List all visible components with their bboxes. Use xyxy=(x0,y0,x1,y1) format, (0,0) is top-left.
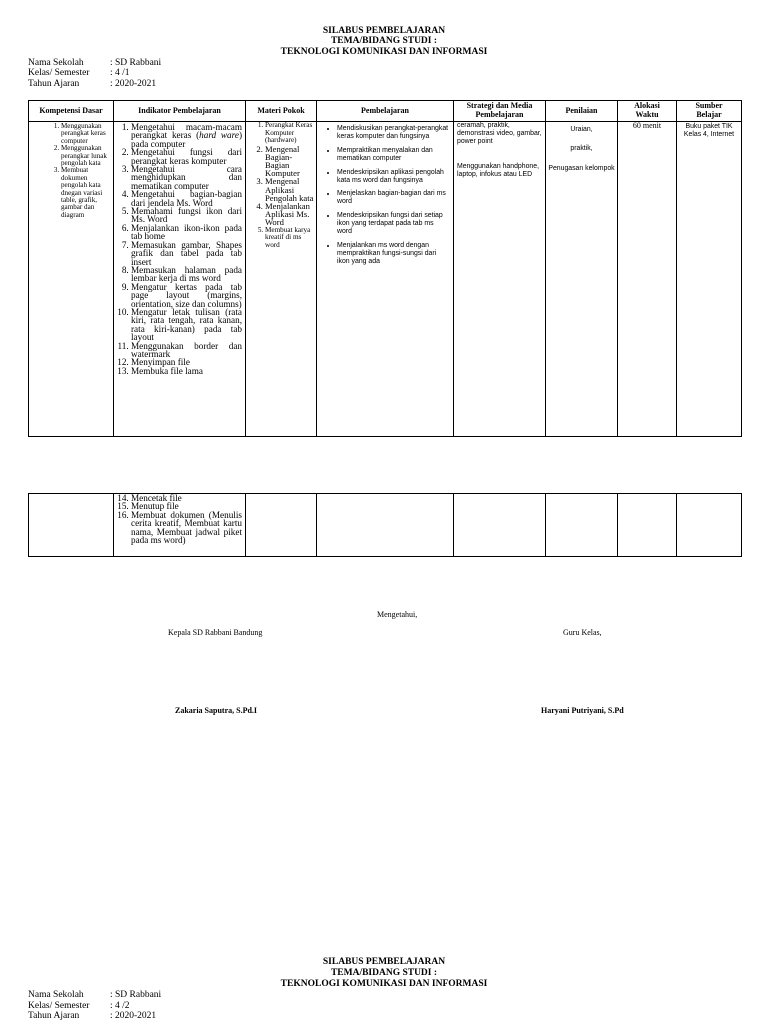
list-item: 3. Mengetahui cara menghidupkan dan mematikan computer xyxy=(131,165,242,190)
document-title-2: SILABUS PEMBELAJARAN xyxy=(322,957,446,967)
list-item: 5. Memahami fungsi ikon dari Ms. Word xyxy=(131,207,242,224)
principal-name: Zakaria Saputra, S.Pd.I xyxy=(175,706,258,715)
school-name-label: Nama Sekolah xyxy=(28,990,84,1000)
pembelajaran-cell xyxy=(317,494,454,557)
subject-label-2: TEMA/BIDANG STUDI : xyxy=(330,968,438,978)
header-strategi: Strategi dan Media Pembelajaran xyxy=(454,101,546,122)
list-item: 12. Menyimpan file xyxy=(131,358,242,366)
list-item: 1. Perangkat Keras Komputer (hardware) xyxy=(265,122,314,145)
school-year-label: Tahun Ajaran xyxy=(28,1011,80,1021)
list-item: • Mendeskripsikan aplikasi pengolah kata ms word dan fungsinya xyxy=(337,169,449,185)
document-title: SILABUS PEMBELAJARAN xyxy=(322,26,446,36)
list-item: 2. Mengenal Bagian-Bagian Komputer xyxy=(265,145,314,178)
subject-name-2: TEKNOLOGI KOMUNIKASI DAN INFORMASI xyxy=(280,979,488,989)
syllabus-table-continued xyxy=(28,493,742,557)
school-name-value: : SD Rabbani xyxy=(110,58,162,68)
list-item: • Menjalankan ms word dengan mempraktikan fungsi-sungsi dari ikon yang ada xyxy=(337,242,449,266)
list-item: 2. Menggunakan perangkar lunak pengolah kata xyxy=(61,145,111,167)
penilaian-item: Penugasan kelompok xyxy=(548,164,615,172)
header-materi: Materi Pokok xyxy=(246,101,317,122)
list-item: 3. Membuat dokumen pengolah kata dnegan variasi table, grafik, gambar dan diagram xyxy=(61,167,111,219)
subject-label: TEMA/BIDANG STUDI : xyxy=(330,36,438,46)
indikator-cell xyxy=(114,494,246,557)
class-semester-value: : 4 /1 xyxy=(110,68,130,78)
list-item: 1. Mengetahui macam-macam perangkat keras (hard ware) pada computer xyxy=(131,123,242,148)
teacher-title: Guru Kelas, xyxy=(563,628,602,637)
table-row xyxy=(29,494,742,557)
kompetensi-cell xyxy=(29,494,114,557)
list-item: 13. Membuka file lama xyxy=(131,367,242,375)
alokasi-cell xyxy=(618,122,677,437)
list-item: 16. Membuat dokumen (Menulis cerita kreatif, Membuat kartu nama, Membuat jadwal piket pada ms word) xyxy=(131,511,242,545)
list-item: 8. Memasukan halaman pada lembar kerja di ms word xyxy=(131,266,242,283)
subject-name: TEKNOLOGI KOMUNIKASI DAN INFORMASI xyxy=(280,47,488,57)
table-header-row xyxy=(29,101,742,122)
penilaian-cell xyxy=(546,494,618,557)
list-item: 11. Menggunakan border dan watermark xyxy=(131,342,242,359)
list-item: • Menjelaskan bagian-bagian dari ms word xyxy=(337,190,449,206)
penilaian-item: praktik, xyxy=(570,145,593,153)
teacher-name: Haryani Putriyani, S.Pd xyxy=(541,706,624,715)
school-info-2 xyxy=(28,990,228,1022)
alokasi-cell xyxy=(618,494,677,557)
school-name-label: Nama Sekolah xyxy=(28,58,84,68)
list-item: 10. Mengatur letak tulisan (rata kiri, rata tengah, rata kanan, rata kiri-kanan) pada tab layout xyxy=(131,308,242,342)
list-item: 3. Mengenal Aplikasi Pengolah kata xyxy=(265,177,314,202)
indikator-cell xyxy=(114,122,246,437)
acknowledgement-label: Mengetahui, xyxy=(377,610,418,619)
list-item: • Mendiskusikan perangkat-perangkat keras komputer dan fungsinya xyxy=(337,125,449,141)
school-info xyxy=(28,58,228,90)
penilaian-cell xyxy=(546,122,618,437)
header-indikator: Indikator Pembelajaran xyxy=(114,101,246,122)
kompetensi-cell xyxy=(29,122,114,437)
school-year-label: Tahun Ajaran xyxy=(28,79,80,89)
list-item: 4. Menjalankan Aplikasi Ms. Word xyxy=(265,202,314,227)
alokasi-value: 60 menit xyxy=(632,121,662,130)
indikator-list xyxy=(114,494,245,544)
strategi-cell xyxy=(454,122,546,437)
list-item: 1. Menggunakan perangkat keras computer xyxy=(61,123,111,145)
strategi-cell xyxy=(454,494,546,557)
header-kompetensi: Kompetensi Dasar xyxy=(29,101,114,122)
strategi-metode: ceramah, praktik, demonstrasi video, gambar, power point xyxy=(457,122,542,146)
sumber-value: Buku paket TIK Kelas 4, Internet xyxy=(683,123,735,139)
sumber-cell xyxy=(677,494,742,557)
school-year-value: : 2020-2021 xyxy=(110,1011,157,1021)
materi-cell xyxy=(246,494,317,557)
list-item: 6. Menjalankan ikon-ikon pada tab home xyxy=(131,224,242,241)
list-item: 9. Mengatur kertas pada tab page layout (margins, orientation, size dan columns) xyxy=(131,283,242,308)
list-item: 4. Mengetahui bagian-bagian dari jendela Ms. Word xyxy=(131,190,242,207)
penilaian-item: Uraian, xyxy=(570,126,593,133)
list-item: • Mendeskripsikan fungsi dari setiap ikon yang terdapat pada tab ms word xyxy=(337,212,449,236)
strategi-media: Menggunakan handphone, laptop, infokus atau LED xyxy=(457,163,539,179)
pembelajaran-cell xyxy=(317,122,454,437)
school-year-value: : 2020-2021 xyxy=(110,79,157,89)
materi-list xyxy=(246,122,316,249)
class-semester-label: Kelas/ Semester xyxy=(28,68,90,78)
indikator-list xyxy=(114,123,245,375)
list-item: 2. Mengetahui fungsi dari perangkat keras komputer xyxy=(131,148,242,165)
materi-cell xyxy=(246,122,317,437)
list-item: 14. Mencetak file xyxy=(131,494,242,502)
header-penilaian: Penilaian xyxy=(546,101,618,122)
school-name-value: : SD Rabbani xyxy=(110,990,162,1000)
list-item: 7. Memasukan gambar, Shapes grafik dan tabel pada tab insert xyxy=(131,241,242,266)
pembelajaran-list xyxy=(317,125,453,266)
class-semester-label: Kelas/ Semester xyxy=(28,1001,90,1011)
header-pembelajaran: Pembelajaran xyxy=(317,101,454,122)
table-row xyxy=(29,122,742,437)
list-item: 5. Membuat karya kreatif di ms word xyxy=(265,227,314,250)
syllabus-table xyxy=(28,100,742,437)
list-item: 15. Menutup file xyxy=(131,502,242,510)
header-sumber: Sumber Belajar xyxy=(677,101,742,122)
sumber-cell xyxy=(677,122,742,437)
principal-title: Kepala SD Rabbani Bandung xyxy=(168,628,263,637)
list-item: • Mempraktikan menyalakan dan mematikan computer xyxy=(337,147,449,163)
kompetensi-list xyxy=(29,123,113,219)
header-alokasi: Alokasi Waktu xyxy=(618,101,677,122)
class-semester-value: : 4 /2 xyxy=(110,1001,130,1011)
